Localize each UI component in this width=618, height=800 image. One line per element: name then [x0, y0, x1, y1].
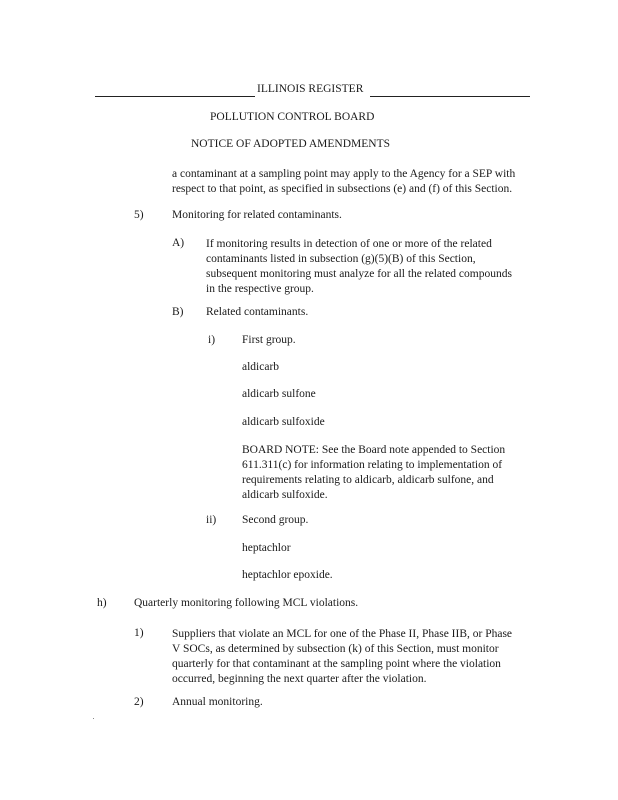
text-line: quarterly for that contaminant at the sampling point where the violation [172, 658, 501, 670]
item-h1-text [172, 627, 512, 687]
item-ii-label: ii) [206, 514, 217, 526]
item-B-title: Related contaminants. [206, 306, 309, 318]
text-line: occurred, beginning the next quarter after the violation. [172, 673, 427, 685]
item-i-label: i) [208, 334, 216, 346]
text-line: BOARD NOTE: See the Board note appended to Section [242, 444, 506, 456]
item-h1-label: 1) [134, 627, 144, 639]
item-B-label: B) [172, 306, 184, 318]
text-line: in the respective group. [206, 283, 314, 295]
item-i-title: First group. [242, 334, 296, 346]
text-line: requirements relating to aldicarb, aldicarb sulfone, and [242, 474, 494, 486]
section-h-label: h) [97, 597, 107, 609]
board-note [242, 443, 505, 503]
contaminant-item: aldicarb sulfoxide [242, 416, 325, 428]
item-ii-title: Second group. [242, 514, 309, 526]
text-line: a contaminant at a sampling point may apply to the Agency for a SEP with [172, 168, 516, 180]
notice-title: NOTICE OF ADOPTED AMENDMENTS [191, 138, 391, 150]
section-h-title: Quarterly monitoring following MCL violations. [134, 597, 359, 609]
header-rule-right [370, 96, 530, 97]
intro-paragraph [172, 167, 515, 197]
text-line: If monitoring results in detection of one or more of the related [206, 238, 492, 250]
item-5-label: 5) [134, 209, 144, 221]
register-title: ILLINOIS REGISTER [257, 83, 364, 95]
item-5-title: Monitoring for related contaminants. [172, 209, 342, 221]
contaminant-item: heptachlor epoxide. [242, 569, 333, 581]
scan-speck [93, 718, 94, 719]
contaminant-item: heptachlor [242, 542, 291, 554]
board-name: POLLUTION CONTROL BOARD [210, 111, 375, 123]
contaminant-item: aldicarb [242, 361, 280, 373]
text-line: Suppliers that violate an MCL for one of the Phase II, Phase IIB, or Phase [172, 628, 513, 640]
item-A-label: A) [172, 237, 185, 249]
text-line: respect to that point, as specified in subsections (e) and (f) of this Section. [172, 183, 513, 195]
item-h2-title: Annual monitoring. [172, 696, 263, 708]
item-h2-label: 2) [134, 696, 144, 708]
text-line: contaminants listed in subsection (g)(5)(B) of this Section, [206, 253, 476, 265]
text-line: 611.311(c) for information relating to implementation of [242, 459, 503, 471]
text-line: subsequent monitoring must analyze for all the related compounds [206, 268, 512, 280]
text-line: aldicarb sulfoxide. [242, 489, 328, 501]
header-rule-left [95, 96, 255, 97]
text-line: V SOCs, as determined by subsection (k) of this Section, must monitor [172, 643, 499, 655]
contaminant-item: aldicarb sulfone [242, 388, 316, 400]
item-A-text [206, 237, 512, 297]
